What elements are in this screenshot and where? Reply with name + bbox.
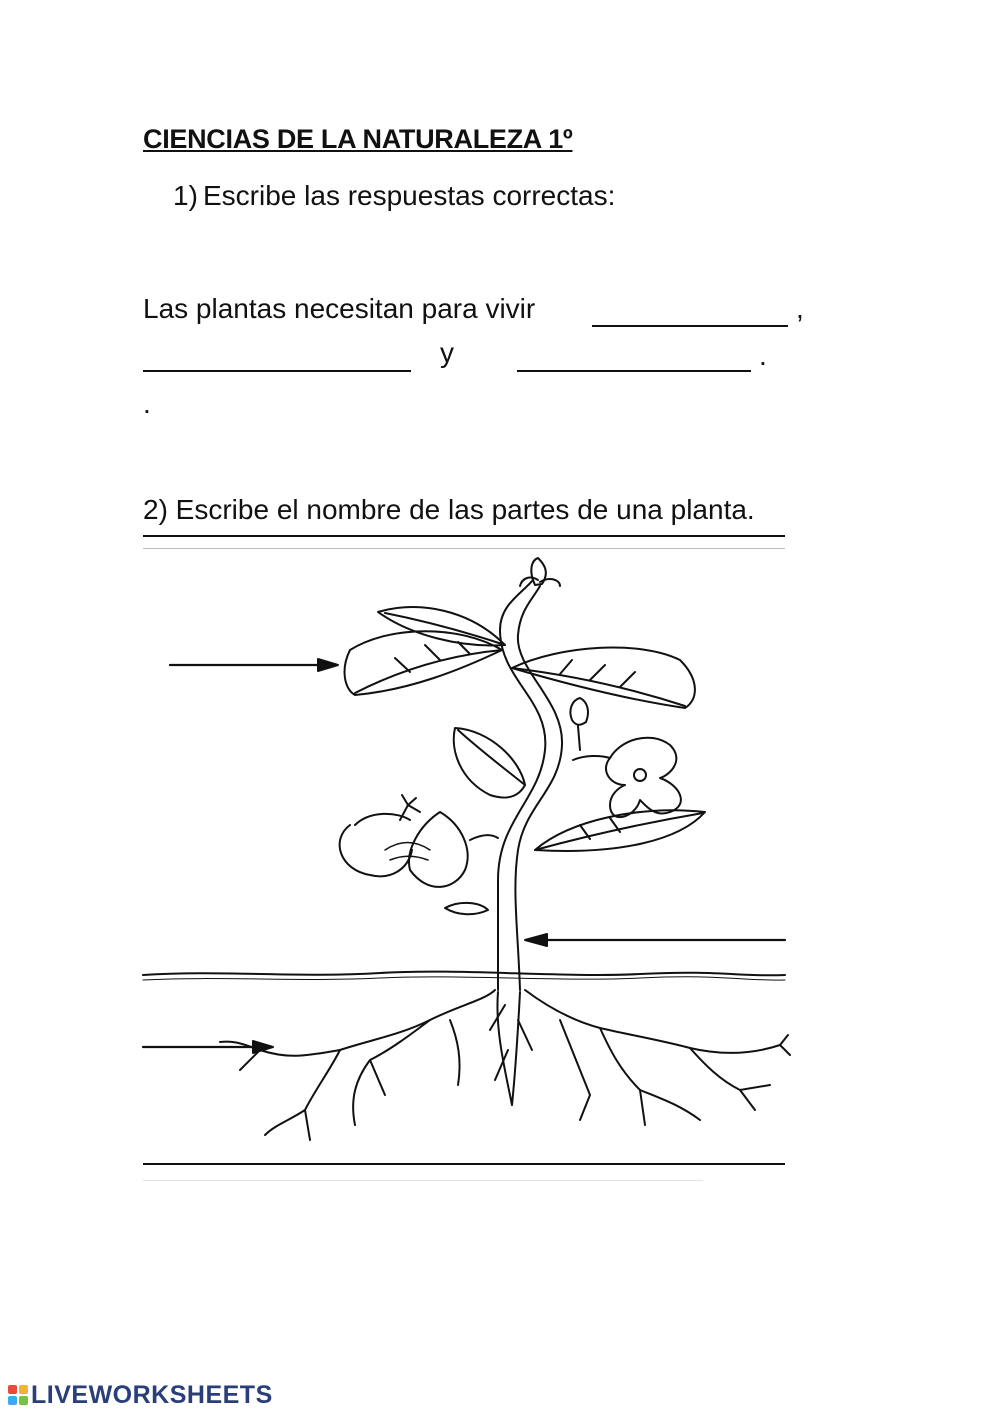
- arrow-root: [143, 1041, 273, 1053]
- answer-line-top[interactable]: [143, 535, 785, 537]
- divider-top: [143, 548, 785, 549]
- answer-blank-2[interactable]: [143, 370, 411, 372]
- question-2-instruction: 2) Escribe el nombre de las partes de una planta.: [143, 494, 755, 525]
- arrow-leaf: [170, 659, 338, 671]
- logo-text: LIVEWORKSHEETS: [31, 1380, 273, 1409]
- leaf-upper-right: [512, 648, 695, 708]
- divider-bottom: [143, 1180, 703, 1181]
- flower-bud-top: [520, 558, 560, 586]
- logo-icon: [8, 1385, 28, 1405]
- leaf-upper-left: [345, 631, 502, 695]
- leaf-small: [445, 903, 488, 914]
- plant-diagram: [140, 550, 800, 1180]
- comma: ,: [796, 293, 804, 324]
- question-1-instruction: Escribe las respuestas correctas:: [203, 180, 616, 211]
- roots: [220, 990, 790, 1140]
- liveworksheets-logo: [8, 1380, 273, 1410]
- page-title: CIENCIAS DE LA NATURALEZA 1º: [143, 124, 573, 154]
- ground-line: [143, 972, 785, 981]
- question-1-number: 1): [173, 180, 198, 211]
- question-1: [173, 180, 615, 212]
- connector-y: y: [440, 337, 454, 368]
- question-1-sentence: Las plantas necesitan para vivir: [143, 293, 536, 324]
- leaf-middle-left: [454, 728, 525, 798]
- arrow-stem: [525, 934, 785, 946]
- stray-dot: .: [143, 388, 151, 419]
- fruit: [340, 795, 498, 887]
- answer-blank-3[interactable]: [517, 370, 751, 372]
- leaf-top-left: [378, 607, 505, 645]
- period: .: [759, 340, 767, 371]
- stem: [498, 580, 562, 990]
- flower: [573, 738, 681, 817]
- flower-bud-side: [570, 698, 588, 750]
- answer-blank-1[interactable]: [592, 325, 788, 327]
